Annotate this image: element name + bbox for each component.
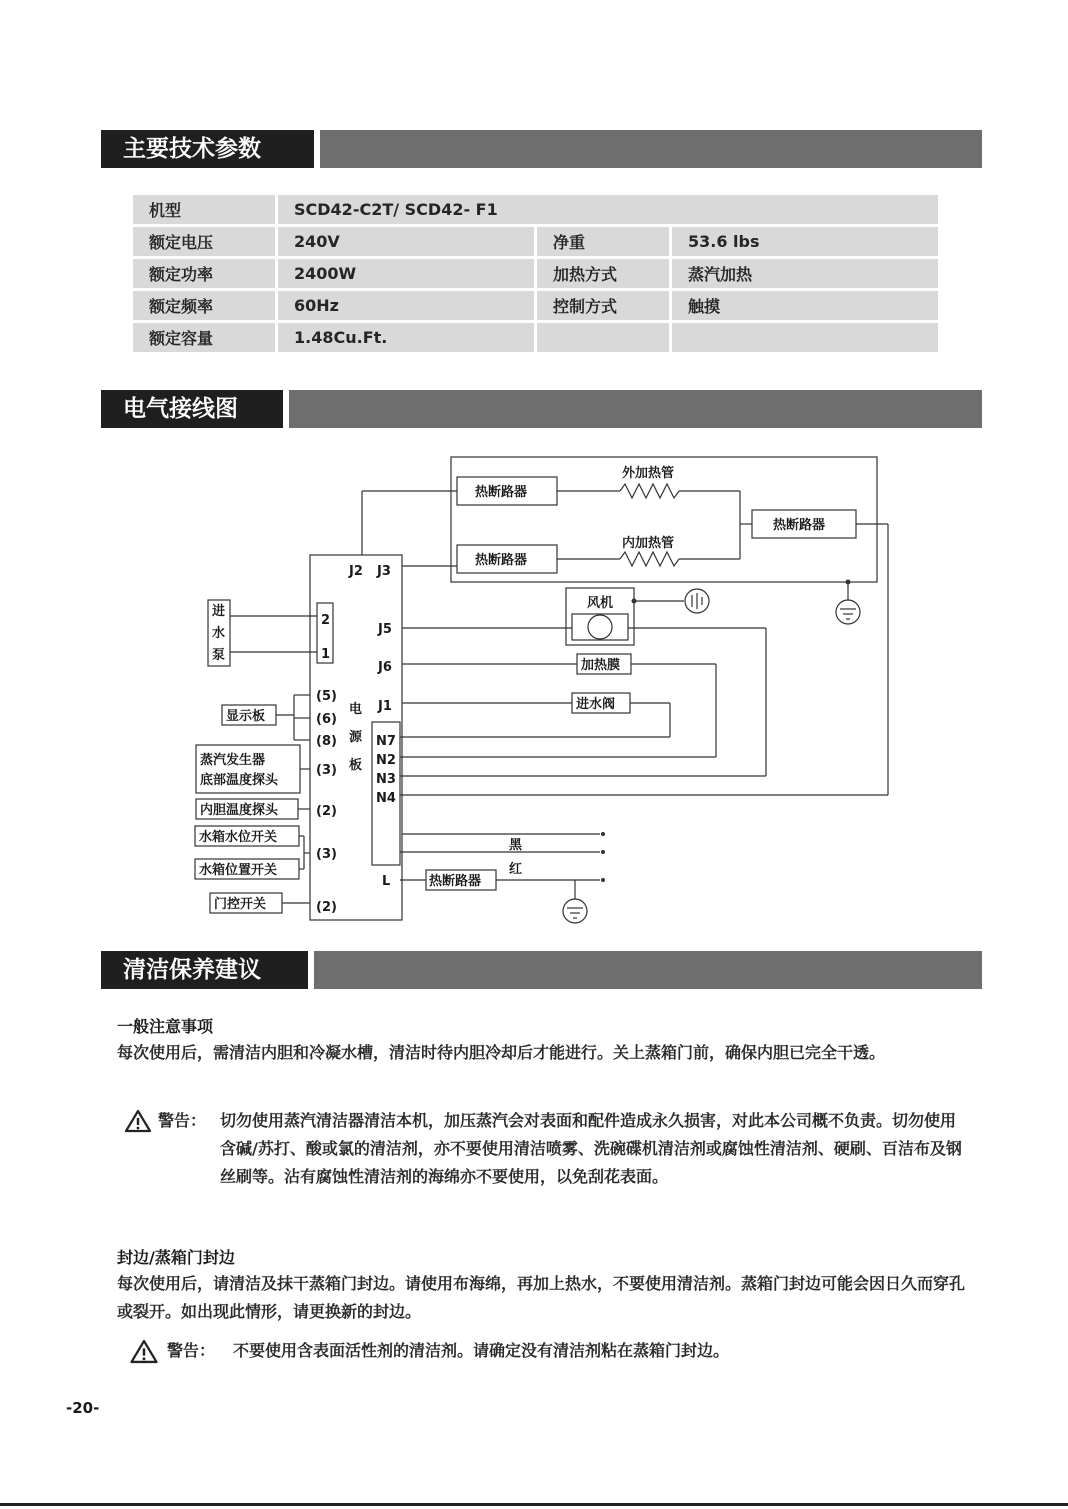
label-black-wire: 黑: [509, 838, 523, 853]
spec-key: 额定功率: [133, 259, 275, 288]
spec-key-model: 机型: [133, 195, 275, 224]
label-fan: 风机: [587, 596, 614, 611]
label-heating-film: 加热膜: [581, 658, 621, 673]
warning-block: [127, 1337, 977, 1367]
connector-count: (8): [316, 734, 337, 749]
section-header-cleaning: [101, 951, 982, 989]
label-fuse: 热断路器: [475, 553, 528, 568]
connector-count: (3): [316, 763, 337, 778]
pin-n2: N2: [376, 753, 396, 768]
pin-j2: J2: [349, 564, 363, 579]
pin-j5: J5: [378, 622, 392, 637]
label-steam-probe: 底部温度探头: [200, 773, 279, 788]
warning-icon: [124, 1109, 152, 1133]
section-title-wiring: 电气接线图: [101, 390, 283, 428]
label-fuse: 热断路器: [773, 518, 826, 533]
label-fuse: 热断路器: [429, 874, 482, 889]
general-notes-text: 每次使用后，需清洁内胆和冷凝水槽，清洁时待内胆冷却后才能进行。关上蒸箱门前，确保内胆已完全干透。: [117, 1043, 886, 1062]
spec-key: 加热方式: [537, 259, 669, 288]
spec-key: 额定容量: [133, 323, 275, 352]
bottom-rule: [0, 1503, 1068, 1506]
spec-value: 2400W: [278, 259, 534, 288]
spec-value: 蒸汽加热: [672, 259, 938, 288]
section-bar-fill: [314, 951, 982, 989]
pin-2: 2: [321, 613, 331, 628]
seal-text: 每次使用后，请清洁及抹干蒸箱门封边。请使用布海绵，再加上热水，不要使用清洁剂。蒸箱门封边可能会因日久而穿孔或裂开。如出现此情形，请更换新的封边。: [117, 1274, 966, 1321]
warning-label: 警告：: [158, 1111, 207, 1130]
label-pump: 水: [212, 626, 226, 641]
pin-n4: N4: [376, 791, 396, 806]
table-row: [133, 227, 938, 256]
general-notes-heading: 一般注意事项: [117, 1017, 214, 1036]
warning-text: 切勿使用蒸汽清洁器清洁本机，加压蒸汽会对表面和配件造成永久损害，对此本公司概不负责。切勿使用含碱/苏打、酸或氯的清洁剂，亦不要使用清洁喷雾、洗碗碟机清洁剂或腐蚀性清洁剂、硬刷、百洁布及钢丝刷等。沾有腐蚀性清洁剂的海绵亦不要使用，以免刮花表面。: [220, 1111, 962, 1186]
spec-value: 60Hz: [278, 291, 534, 320]
pin-n3: N3: [376, 772, 396, 787]
pin-j1: J1: [378, 699, 392, 714]
warning-block: [122, 1107, 972, 1219]
label-door-switch: 门控开关: [214, 897, 267, 912]
label-inner-probe: 内胆温度探头: [200, 803, 279, 818]
pin-l: L: [382, 874, 391, 889]
section-header-specs: [101, 130, 982, 168]
label-pump: 进: [212, 604, 226, 619]
pin-j3: J3: [377, 564, 391, 579]
connector-count: (3): [316, 847, 337, 862]
section-header-wiring: [101, 390, 982, 428]
label-fuse: 热断路器: [475, 485, 528, 500]
label-pump: 泵: [212, 648, 226, 663]
connector-count: (2): [316, 900, 337, 915]
wiring-diagram: [180, 450, 900, 935]
board-label: 板: [349, 758, 363, 773]
pin-n7: N7: [376, 734, 396, 749]
spec-value: 240V: [278, 227, 534, 256]
table-row: [133, 195, 938, 224]
pin-1: 1: [321, 647, 331, 662]
spec-key: 额定电压: [133, 227, 275, 256]
table-row: [133, 259, 938, 288]
warning-label: 警告：: [167, 1341, 216, 1360]
seal-heading: 封边/蒸箱门封边: [117, 1248, 235, 1267]
label-inlet-valve: 进水阀: [576, 697, 616, 712]
label-inner-heater: 内加热管: [622, 536, 675, 551]
spec-value: 53.6 lbs: [672, 227, 938, 256]
label-steam-probe: 蒸汽发生器: [200, 753, 266, 768]
spec-key: [537, 323, 669, 352]
spec-key: 额定频率: [133, 291, 275, 320]
table-row: [133, 323, 938, 352]
spec-value: [672, 323, 938, 352]
board-label: 源: [349, 730, 363, 745]
label-tank-level-switch: 水箱水位开关: [199, 830, 278, 845]
section-bar-fill: [289, 390, 982, 428]
section-title-cleaning: 清洁保养建议: [101, 951, 308, 989]
label-display-board: 显示板: [226, 709, 266, 724]
label-outer-heater: 外加热管: [622, 466, 675, 481]
spec-value: 触摸: [672, 291, 938, 320]
spec-value: 1.48Cu.Ft.: [278, 323, 534, 352]
warning-text: 不要使用含表面活性剂的清洁剂。请确定没有清洁剂粘在蒸箱门封边。: [233, 1341, 730, 1360]
board-label: 电: [349, 702, 363, 717]
warning-icon: [129, 1339, 159, 1364]
page-number: -20-: [66, 1399, 100, 1417]
connector-count: (5): [316, 689, 337, 704]
table-row: [133, 291, 938, 320]
spec-key: 净重: [537, 227, 669, 256]
label-red-wire: 红: [509, 862, 523, 877]
connector-count: (2): [316, 804, 337, 819]
section-title-specs: 主要技术参数: [101, 130, 314, 168]
spec-table: [130, 192, 941, 355]
pin-j6: J6: [378, 660, 392, 675]
label-tank-position-switch: 水箱位置开关: [199, 863, 278, 878]
spec-key: 控制方式: [537, 291, 669, 320]
spec-value-model: SCD42-C2T/ SCD42- F1: [278, 195, 938, 224]
connector-count: (6): [316, 712, 337, 727]
section-bar-fill: [320, 130, 982, 168]
